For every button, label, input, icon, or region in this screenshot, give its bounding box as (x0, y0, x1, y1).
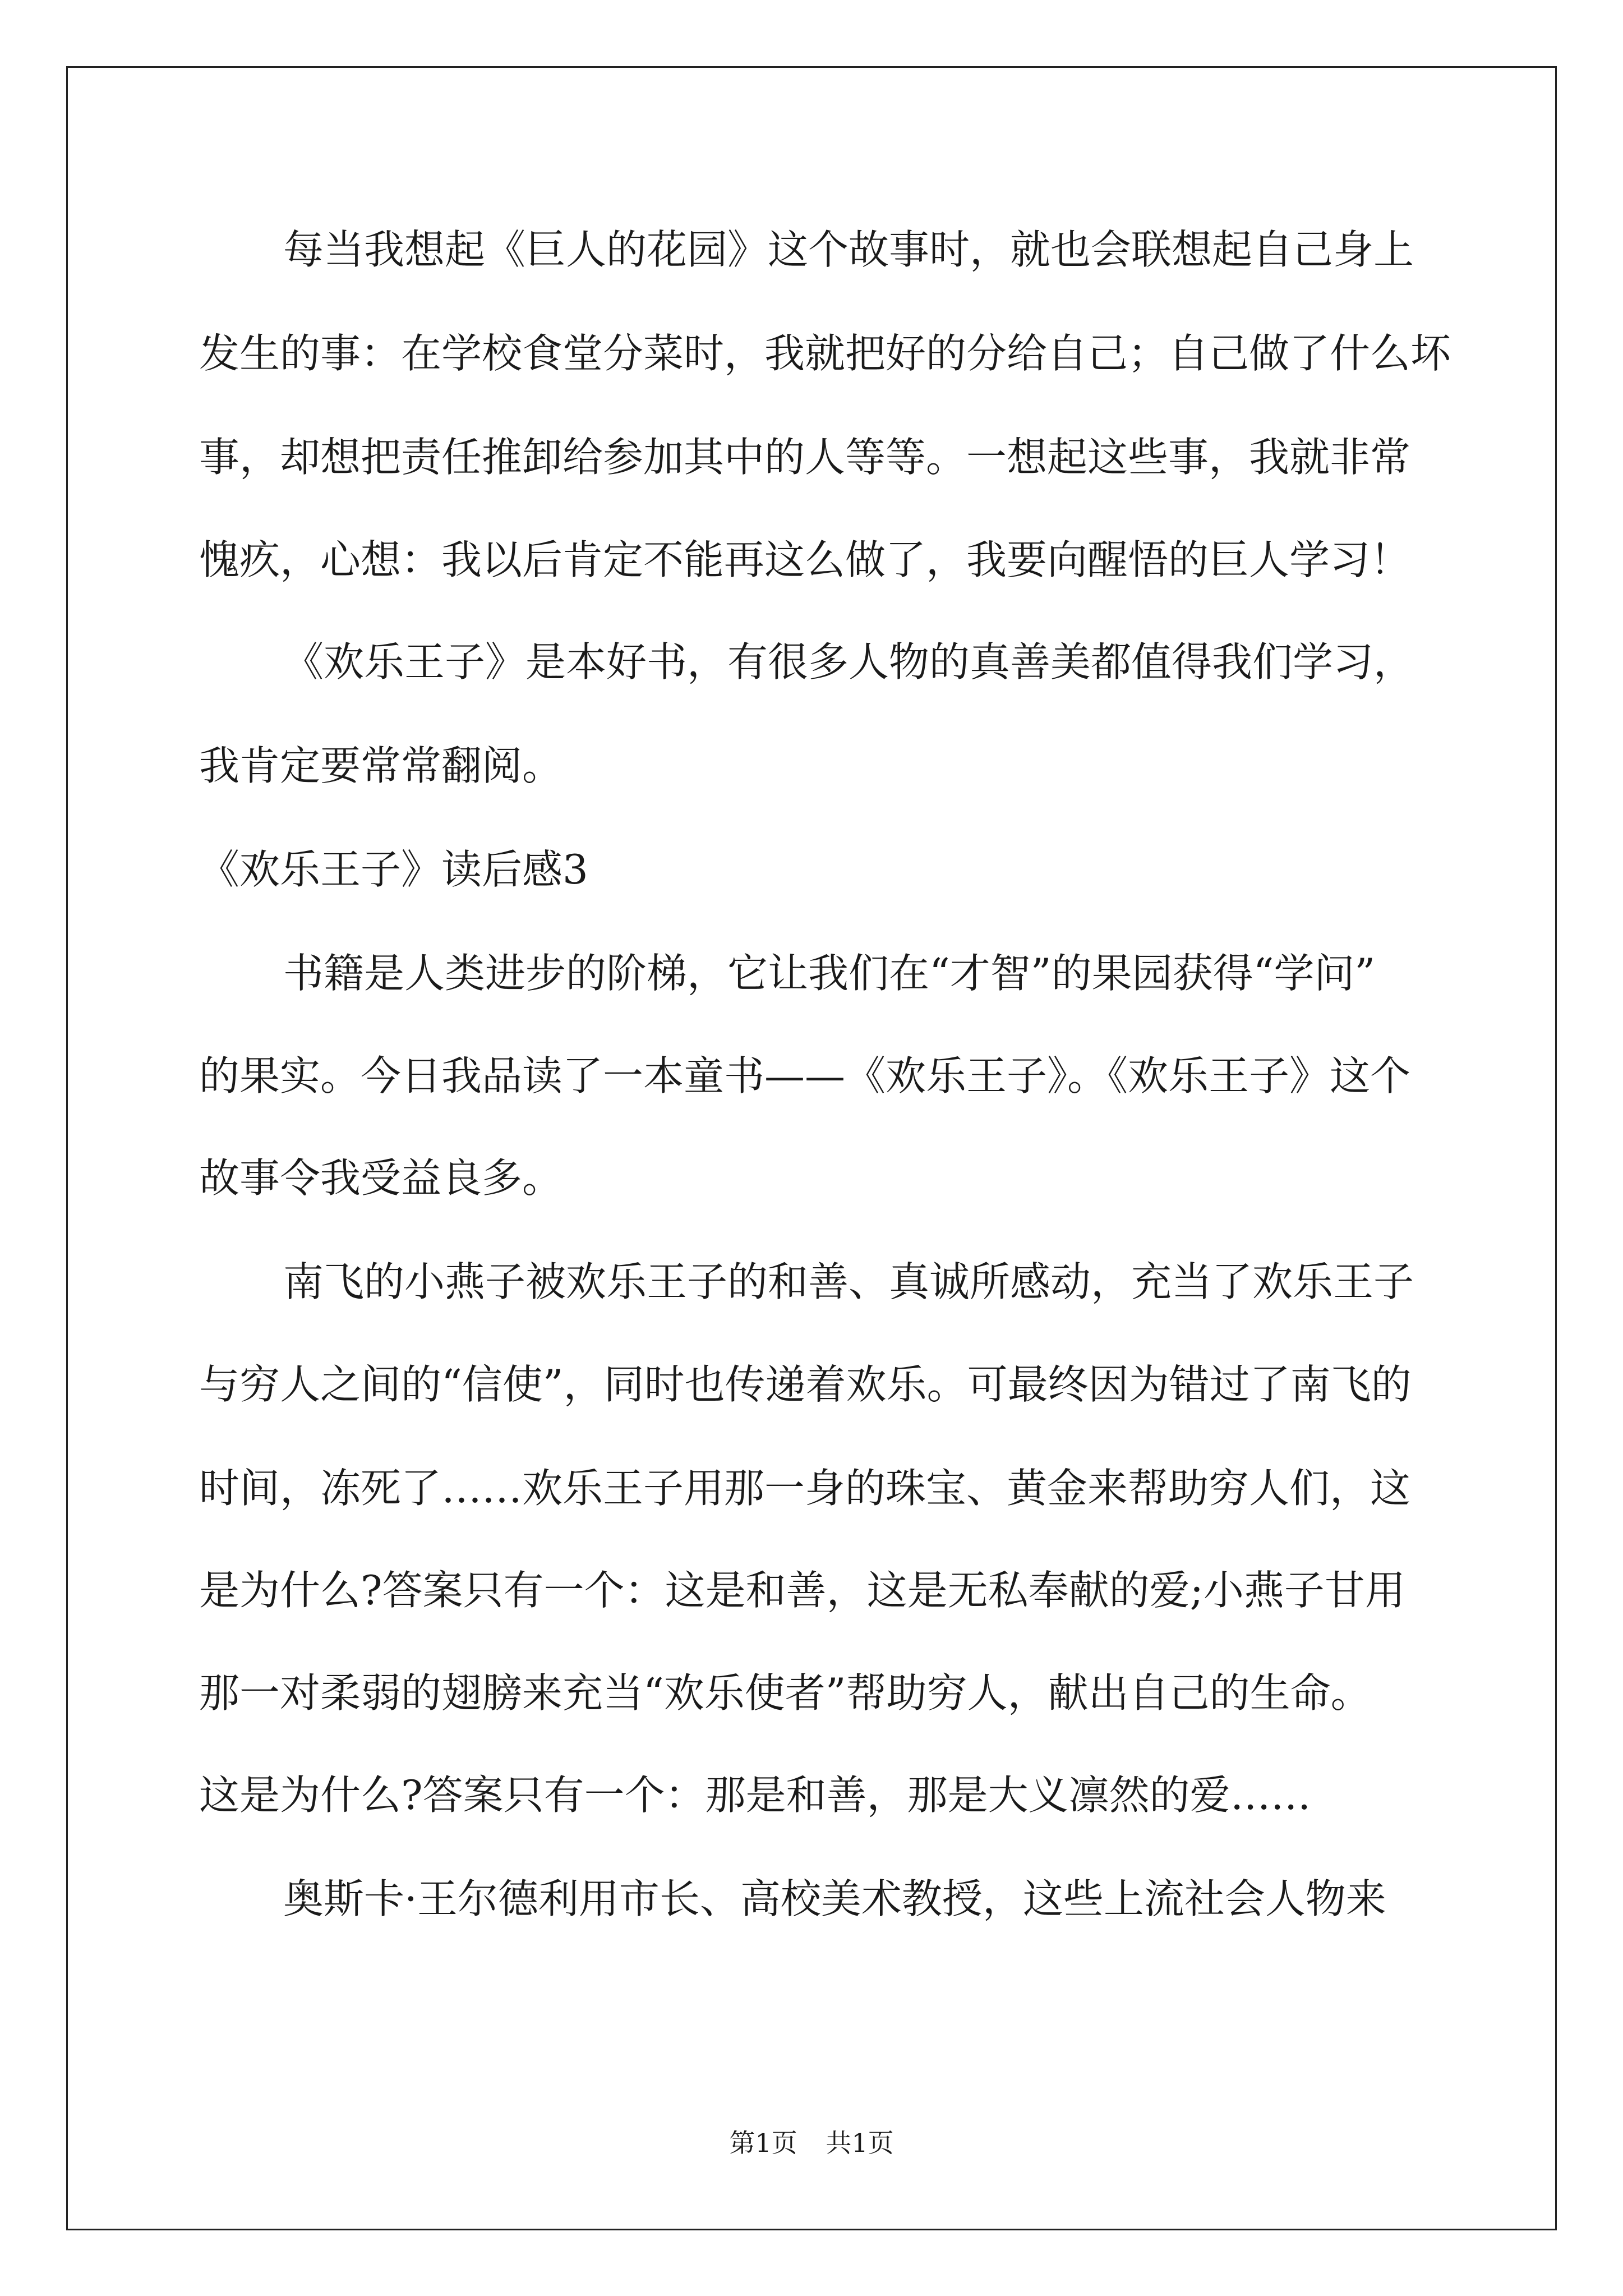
paragraph-line: 是为什么?答案只有一个：这是和善，这是无私奉献的爱;小燕子甘用 (199, 1567, 1405, 1614)
page-footer (0, 2126, 1623, 2160)
paragraph-line: 我肯定要常常翻阅。 (199, 742, 563, 789)
paragraph-line: 故事令我受益良多。 (199, 1154, 563, 1202)
paragraph-line: 发生的事：在学校食堂分菜时，我就把好的分给自己；自己做了什么坏 (199, 330, 1451, 377)
paragraph-line: 《欢乐王子》是本好书，有很多人物的真善美都值得我们学习， (283, 638, 1414, 685)
page-total: 共1页 (826, 2128, 894, 2158)
paragraph-line: 这是为什么?答案只有一个：那是和善，那是大义凛然的爱…… (199, 1772, 1311, 1819)
paragraph-line: 奥斯卡·王尔德利用市长、高校美术教授，这些上流社会人物来 (283, 1875, 1386, 1922)
paragraph-line: 每当我想起《巨人的花园》这个故事时，就也会联想起自己身上 (283, 226, 1414, 273)
paragraph-line: 事，却想把责任推卸给参加其中的人等等。一想起这些事，我就非常 (199, 434, 1411, 481)
paragraph-line: 与穷人之间的“信使”，同时也传递着欢乐。可最终因为错过了南飞的 (199, 1361, 1412, 1408)
section-heading: 《欢乐王子》读后感3 (199, 846, 588, 893)
paragraph-line: 愧疚，心想：我以后肯定不能再这么做了，我要向醒悟的巨人学习！ (199, 536, 1411, 583)
paragraph-line: 那一对柔弱的翅膀来充当“欢乐使者”帮助穷人，献出自己的生命。 (199, 1669, 1371, 1717)
paragraph-line: 南飞的小燕子被欢乐王子的和善、真诚所感动，充当了欢乐王子 (283, 1258, 1414, 1305)
paragraph-line: 书籍是人类进步的阶梯，它让我们在“才智”的果园获得“学问” (283, 950, 1376, 997)
paragraph-line: 时间，冻死了……欢乐王子用那一身的珠宝、黄金来帮助穷人们，这 (199, 1465, 1411, 1512)
paragraph-line: 的果实。今日我品读了一本童书——《欢乐王子》。《欢乐王子》这个 (199, 1052, 1411, 1099)
page-number: 第1页 (729, 2128, 797, 2158)
